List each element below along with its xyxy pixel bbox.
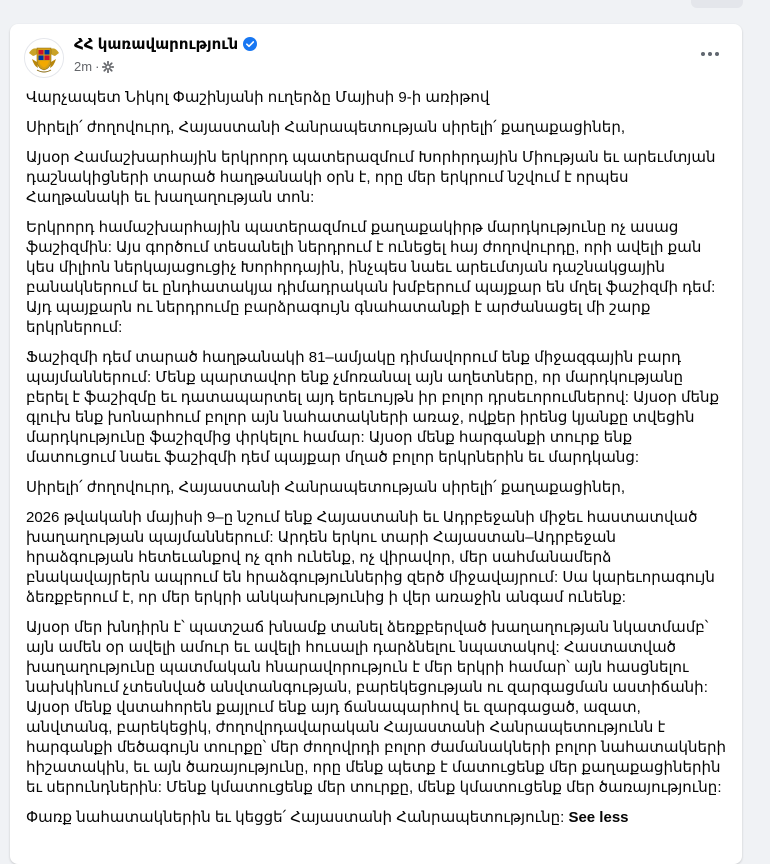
closing-text: Փառք նահատակներին եւ կեցցե՛ Հայաստանի Հանրապետությունը: [26,809,565,826]
top-right-button[interactable] [691,0,743,8]
post-body [26,88,726,838]
more-dot-icon [708,52,712,56]
post-paragraph: Սիրելի՛ ժողովուրդ, Հայաստանի Հանրապետության սիրելի՛ քաղաքացիներ, [26,119,625,136]
see-less-button[interactable]: See less [568,809,629,826]
post-paragraph: 2026 թվականի մայիսի 9–ը նշում ենք Հայաստանի եւ Ադրբեջանի միջեւ հաստատված խաղաղության պայմաններում: Արդեն երկու տարի Հայաստան–Ադրբեջան հրաձգության հետեւանքով ոչ զոհ ունենք, ոչ վիրավոր, մեր սահմանամերձ բնակավայրերն ապրում են հրաձգություններից զերծ միջավայրում: Սա կարեւորագույն ձեռքբերում է, որ մեր երկրի անկախությունից ի վեր առաջին անգամ ունենք: [26,509,715,606]
post-header [10,24,742,84]
post-card [10,24,742,864]
page-name-text[interactable]: ՀՀ կառավարություն [74,36,239,53]
more-dot-icon [715,52,719,56]
more-dot-icon [701,52,705,56]
more-options-button[interactable] [692,40,728,68]
post-paragraph: Այսօր Համաշխարհային երկրորդ պատերազմում Խորհրդային Միության եւ արեւմտյան դաշնակիցների տարած հաղթանակի օրն է, որը մեր երկրում նշվում է որպես Հաղթանակի եւ խաղաղության տոն: [26,149,716,206]
gear-icon[interactable] [102,61,114,73]
post-paragraph: Սիրելի՛ ժողովուրդ, Հայաստանի Հանրապետության սիրելի՛ քաղաքացիներ, [26,479,625,496]
post-paragraph: Այսօր մեր խնդիրն է՝ պատշաճ խնամք տանել ձեռքբերված խաղաղության նկատմամբ՝ այն ամեն օր ավելի ամուր եւ ավելի հուսալի դարձնելու նպատակով: Հաստատված խաղաղությունը պատմական հնարավորություն է մեր երկրի համար՝ այն հասցնելու նախկինում չտեսնված անվտանգության, բարեկեցության ու զարգացման աստիճանի: Այսօր մենք վստահորեն քայլում ենք այդ ճանապարհով եւ զարգացած, ազատ, անվտանգ, բարեկեցիկ, ժողովրդավարական Հայաստանի Հանրապետությունն է հարգանքի մեծագույն տուրքը՝ մեր ժողովրդի բոլոր ժամանակների բոլոր նահատակների հիշատակին, եւ այն ծառայությունը, որը մենք պետք է մատուցենք մեր քաղաքացիներին եւ սերունդներին: Մենք կմատուցենք մեր տուրքը, մենք կմատուցենք մեր ծառայությունը: [26,619,727,796]
post-timestamp[interactable]: 2m [74,59,93,74]
post-paragraph: Երկրորդ համաշխարհային պատերազմում քաղաքակիրթ մարդկությունը ոչ ասաց ֆաշիզմին: Այս գործում տեսանելի ներդրում է ունեցել հայ ժողովուրդը, որի ավելի քան կես միլիոն ներկայացուցիչ Խորհրդային, ինչպես նաեւ արեւմտյան դաշնակցային բանակներում եւ ընդհատակյա դիմադրական խմբերում պայքար են մղել ֆաշիզմի դեմ: Այդ պայքարն ու ներդրումը բարձրագույն գնահատանքի է արժանացել մի շարք երկրներում: [26,219,716,336]
verified-badge-icon [243,37,257,51]
post-paragraph: Ֆաշիզմի դեմ տարած հաղթանակի 81–ամյակը դիմավորում ենք միջազգային բարդ պայմաններում: Մենք պարտավոր ենք չմոռանալ այն աղետները, որ մարդկությանը բերել է ֆաշիզմը եւ դատապարտել այդ երեւույթն իր բոլոր դրսեւորումներով: Այսօր մենք գլուխ ենք խոնարհում բոլոր այն նահատակների առաջ, ովքեր իրենց կյանքը տվեցին մարդկությունը ֆաշիզմից փրկելու համար: Այսօր մենք հարգանքի տուրք ենք մատուցում նաեւ ֆաշիզմի դեմ պայքար մղած բոլոր երկրներին եւ մարդկանց: [26,349,720,466]
post-meta [74,59,114,74]
page-name[interactable] [74,35,257,53]
page-avatar[interactable] [24,38,64,78]
coat-of-arms-icon [25,39,63,77]
post-paragraph-last [26,808,726,828]
meta-separator: · [95,59,100,74]
post-paragraph: Վարչապետ Նիկոլ Փաշինյանի ուղերձը Մայիսի 9-ի առիթով [26,89,490,106]
